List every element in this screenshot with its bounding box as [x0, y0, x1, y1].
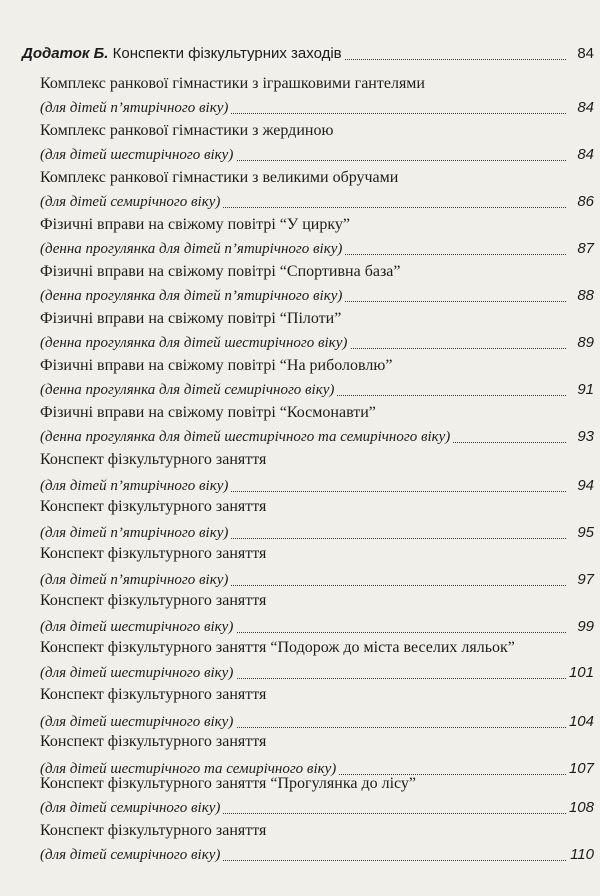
toc-entry-title-row [0, 120, 600, 142]
appendix-label: Додаток Б. [22, 45, 109, 62]
page-number: 88 [574, 285, 594, 307]
toc-entry-title-row [0, 590, 600, 612]
toc-entry-title-row [0, 637, 600, 659]
toc-entry-subtitle: (для дітей семирічного віку) [40, 797, 223, 819]
toc-entry-title-row [0, 773, 600, 795]
toc-entry-title-row [0, 402, 600, 424]
toc-entry-title: Фізичні вправи на свіжому повітрі “Космонавти” [40, 404, 376, 421]
toc-entry-title: Конспект фізкультурного заняття [40, 592, 267, 609]
toc-entry-title: Конспект фізкультурного заняття “Прогулянка до лісу” [40, 775, 417, 792]
toc-entry-title-row [0, 449, 600, 471]
toc-entry-subtitle: (денна прогулянка для дітей шестирічного та семирічного віку) [40, 426, 453, 448]
toc-entry-subtitle: (для дітей п’ятирічного віку) [40, 97, 231, 119]
toc-entry-title-row [0, 684, 600, 706]
toc-entry-subtitle-row [0, 332, 600, 354]
page-number: 91 [574, 379, 594, 401]
toc-entry-subtitle: (денна прогулянка для дітей п’ятирічного віку) [40, 285, 345, 307]
toc-entry-subtitle-row [0, 97, 600, 119]
toc-entry-title: Фізичні вправи на свіжому повітрі “Спортивна база” [40, 263, 401, 280]
toc-entry-subtitle-row [0, 616, 600, 638]
page-number: 108 [566, 797, 594, 819]
page-number: 99 [574, 616, 594, 638]
toc-entry-title-row [0, 214, 600, 236]
toc-header-row [0, 43, 600, 65]
toc-entry-title-row [0, 355, 600, 377]
toc-entry-title: Конспект фізкультурного заняття [40, 686, 267, 703]
toc-entry-subtitle-row [0, 144, 600, 166]
page-number: 89 [574, 332, 594, 354]
toc-entry-subtitle: (для дітей п’ятирічного віку) [40, 569, 231, 591]
toc-entry-title-row [0, 167, 600, 189]
toc-entry-title: Комплекс ранкової гімнастики з великими обручами [40, 169, 399, 186]
page-number: 97 [574, 569, 594, 591]
toc-entry-subtitle: (для дітей шестирічного віку) [40, 616, 236, 638]
page-number: 87 [574, 238, 594, 260]
page-number: 93 [574, 426, 594, 448]
toc-entry-subtitle-row [0, 191, 600, 213]
toc-entry-title: Конспект фізкультурного заняття [40, 545, 267, 562]
toc-entry-title: Конспект фізкультурного заняття “Подорож до міста веселих ляльок” [40, 639, 515, 656]
page-number: 84 [574, 97, 594, 119]
toc-entry-subtitle: (денна прогулянка для дітей семирічного віку) [40, 379, 337, 401]
page-number: 86 [574, 191, 594, 213]
toc-entry-subtitle: (для дітей семирічного віку) [40, 844, 223, 866]
toc-entry-subtitle-row [0, 238, 600, 260]
toc-entry-subtitle-row [0, 285, 600, 307]
toc-entry-title: Комплекс ранкової гімнастики з жердиною [40, 122, 334, 139]
toc-entry-title-row [0, 731, 600, 753]
toc-entry-subtitle-row [0, 379, 600, 401]
toc-entry-subtitle: (для дітей шестирічного та семирічного віку) [40, 758, 339, 780]
toc-entry-title-row [0, 820, 600, 842]
page-number: 101 [566, 662, 594, 684]
toc-entry-title: Конспект фізкультурного заняття [40, 733, 267, 750]
toc-entry-title-row [0, 543, 600, 565]
toc-entry-subtitle: (для дітей п’ятирічного віку) [40, 522, 231, 544]
toc-entry-subtitle-row [0, 662, 600, 684]
toc-entry-title-row [0, 308, 600, 330]
toc-entry-title: Конспект фізкультурного заняття [40, 822, 267, 839]
toc-entry-subtitle-row [0, 569, 600, 591]
toc-entry-subtitle: (для дітей п’ятирічного віку) [40, 475, 231, 497]
page-number: 84 [574, 43, 594, 65]
toc-entry-title-row [0, 73, 600, 95]
toc-entry-subtitle-row [0, 711, 600, 733]
toc-entry-subtitle: (для дітей шестирічного віку) [40, 144, 236, 166]
toc-entry-title: Комплекс ранкової гімнастики з іграшковими гантелями [40, 75, 425, 92]
toc-entry-subtitle-row [0, 797, 600, 819]
toc-entry-subtitle-row [0, 522, 600, 544]
page-number: 94 [574, 475, 594, 497]
toc-entry-title: Фізичні вправи на свіжому повітрі “На риболовлю” [40, 357, 393, 374]
toc-entry-subtitle: (для дітей семирічного віку) [40, 191, 223, 213]
toc-entry-subtitle: (для дітей шестирічного віку) [40, 662, 236, 684]
toc-entry-title-row [0, 261, 600, 283]
toc-entry-title: Фізичні вправи на свіжому повітрі “Пілоти” [40, 310, 342, 327]
page-number: 84 [574, 144, 594, 166]
page-number: 107 [566, 758, 594, 780]
page-number: 95 [574, 522, 594, 544]
toc-entry-subtitle-row [0, 426, 600, 448]
toc-entry-title: Конспект фізкультурного заняття [40, 451, 267, 468]
toc-entry-subtitle: (для дітей шестирічного віку) [40, 711, 236, 733]
appendix-title: Конспекти фізкультурних заходів [112, 45, 342, 62]
toc-entry-title: Конспект фізкультурного заняття [40, 498, 267, 515]
toc-entry-subtitle: (денна прогулянка для дітей шестирічного віку) [40, 332, 350, 354]
toc-entry-title: Фізичні вправи на свіжому повітрі “У цирку” [40, 216, 350, 233]
toc-entry-subtitle: (денна прогулянка для дітей п’ятирічного віку) [40, 238, 345, 260]
toc-entry-subtitle-row [0, 475, 600, 497]
toc-entry-subtitle-row [0, 844, 600, 866]
page-number: 104 [566, 711, 594, 733]
toc-header-text [22, 43, 345, 65]
page-number: 110 [567, 844, 594, 866]
toc-entry-title-row [0, 496, 600, 518]
